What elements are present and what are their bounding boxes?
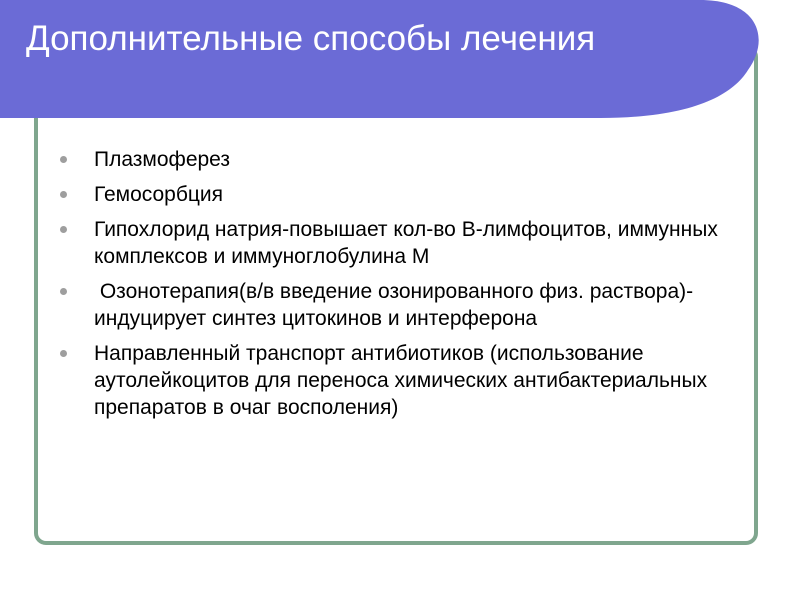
bullet-dot-icon xyxy=(60,191,67,198)
bullet-dot-icon xyxy=(60,288,67,295)
bullet-text: Озонотерапия(в/в введение озонированного физ. раствора)-индуцирует синтез цитокинов и интерферона xyxy=(94,280,694,330)
list-item xyxy=(56,340,746,421)
list-item xyxy=(56,181,746,208)
list-item xyxy=(56,216,746,270)
bullet-text: Направленный транспорт антибиотиков (использование аутолейкоцитов для переноса химических антибактериальных препаратов в очаг восполения) xyxy=(94,342,713,419)
bullet-dot-icon xyxy=(60,226,67,233)
bullet-dot-icon xyxy=(60,156,67,163)
list-item xyxy=(56,278,746,332)
bullet-dot-icon xyxy=(60,350,67,357)
bullet-list xyxy=(56,146,746,429)
list-item xyxy=(56,146,746,173)
bullet-text: Гипохлорид натрия-повышает кол-во В-лимфоцитов, иммунных комплексов и иммуноглобулина М xyxy=(94,218,724,268)
slide-title: Дополнительные способы лечения xyxy=(26,19,596,58)
bullet-text: Гемосорбция xyxy=(94,183,224,206)
bullet-text: Плазмоферез xyxy=(94,148,231,171)
